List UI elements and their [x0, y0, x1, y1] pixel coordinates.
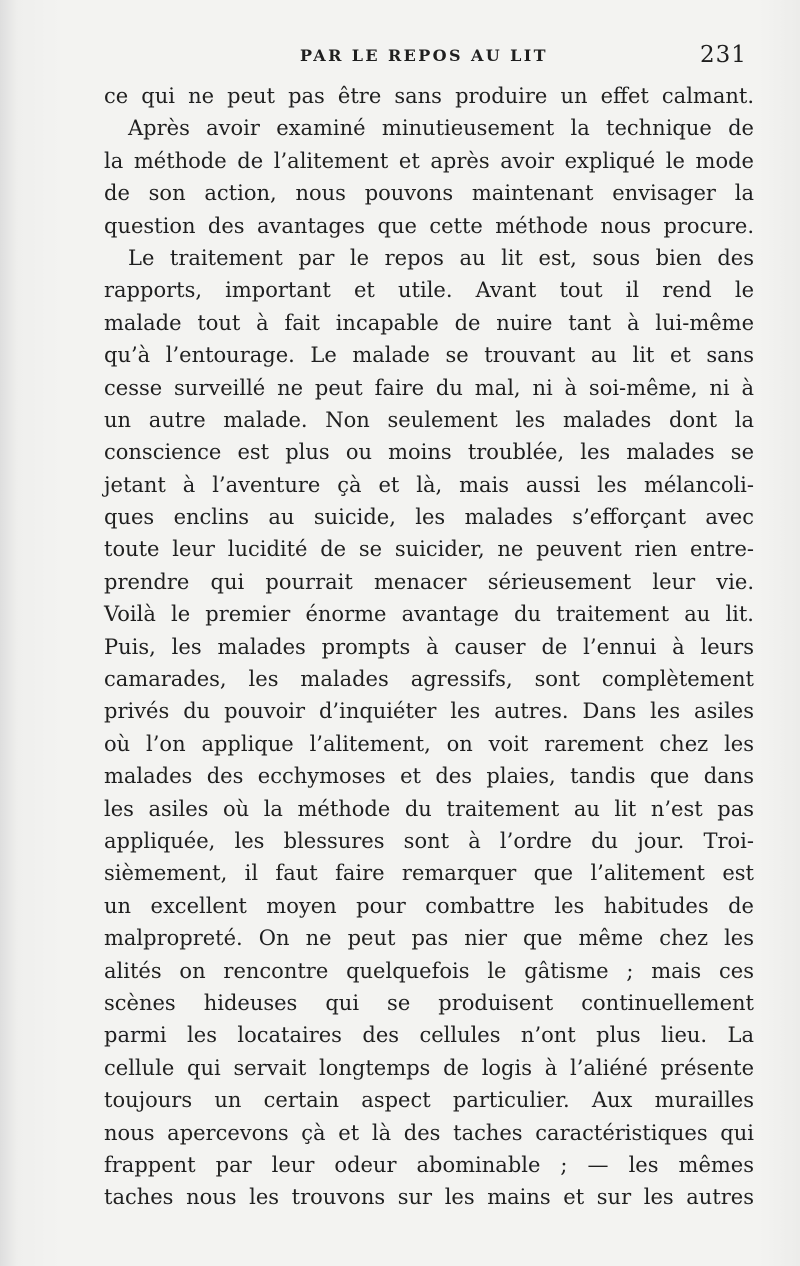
text-line: Voilà le premier énorme avantage du traitement au lit.: [104, 602, 754, 627]
text-line: appliquée, les blessures sont à l’ordre du jour. Troi-: [104, 828, 754, 853]
text-line: cellule qui servait longtemps de logis à l’aliéné présente: [104, 1055, 754, 1080]
text-line: les asiles où la méthode du traitement au lit n’est pas: [104, 796, 754, 821]
text-line: toute leur lucidité de se suicider, ne peuvent rien entre-: [104, 537, 754, 562]
text-line: rapports, important et utile. Avant tout il rend le: [104, 278, 754, 303]
text-line: toujours un certain aspect particulier. Aux murailles: [104, 1088, 754, 1113]
running-title: PAR LE REPOS AU LIT: [300, 46, 548, 65]
text-line: malade tout à fait incapable de nuire tant à lui-même: [104, 310, 754, 335]
text-line: conscience est plus ou moins troublée, les malades se: [104, 440, 754, 465]
text-line: ques enclins au suicide, les malades s’efforçant avec: [104, 505, 754, 530]
text-line: question des avantages que cette méthode nous procure.: [104, 213, 754, 238]
text-line: Après avoir examiné minutieusement la technique de: [128, 116, 754, 141]
text-line: un autre malade. Non seulement les malades dont la: [104, 407, 754, 432]
body-text: [104, 80, 754, 1214]
text-line: malades des ecchymoses et des plaies, tandis que dans: [104, 764, 754, 789]
text-line: prendre qui pourrait menacer sérieusement leur vie.: [104, 569, 754, 594]
text-line: qu’à l’entourage. Le malade se trouvant au lit et sans: [104, 343, 754, 368]
text-line: Puis, les malades prompts à causer de l’ennui à leurs: [104, 634, 754, 659]
text-line: nous apercevons çà et là des taches caractéristiques qui: [104, 1120, 754, 1145]
text-line: camarades, les malades agressifs, sont complètement: [104, 667, 754, 692]
page-header: [0, 42, 800, 72]
text-line: privés du pouvoir d’inquiéter les autres. Dans les asiles: [104, 699, 754, 724]
text-line: frappent par leur odeur abominable ; — les mêmes: [104, 1152, 754, 1177]
text-line: scènes hideuses qui se produisent continuellement: [104, 990, 754, 1015]
text-line: sièmement, il faut faire remarquer que l’alitement est: [104, 861, 754, 886]
text-line: où l’on applique l’alitement, on voit rarement chez les: [104, 731, 754, 756]
text-line: taches nous les trouvons sur les mains et sur les autres: [104, 1185, 754, 1210]
text-line: Le traitement par le repos au lit est, sous bien des: [128, 245, 754, 270]
page-number: 231: [700, 42, 747, 68]
text-line: parmi les locataires des cellules n’ont plus lieu. La: [104, 1023, 754, 1048]
text-line: ce qui ne peut pas être sans produire un effet calmant.: [104, 84, 754, 108]
text-line: de son action, nous pouvons maintenant envisager la: [104, 181, 754, 206]
text-line: alités on rencontre quelquefois le gâtisme ; mais ces: [104, 958, 754, 983]
text-line: malpropreté. On ne peut pas nier que même chez les: [104, 926, 754, 951]
text-line: la méthode de l’alitement et après avoir expliqué le mode: [104, 148, 754, 173]
text-line: cesse surveillé ne peut faire du mal, ni à soi-même, ni à: [104, 375, 754, 400]
text-line: jetant à l’aventure çà et là, mais aussi les mélancoli-: [104, 472, 754, 497]
text-line: un excellent moyen pour combattre les habitudes de: [104, 893, 754, 918]
